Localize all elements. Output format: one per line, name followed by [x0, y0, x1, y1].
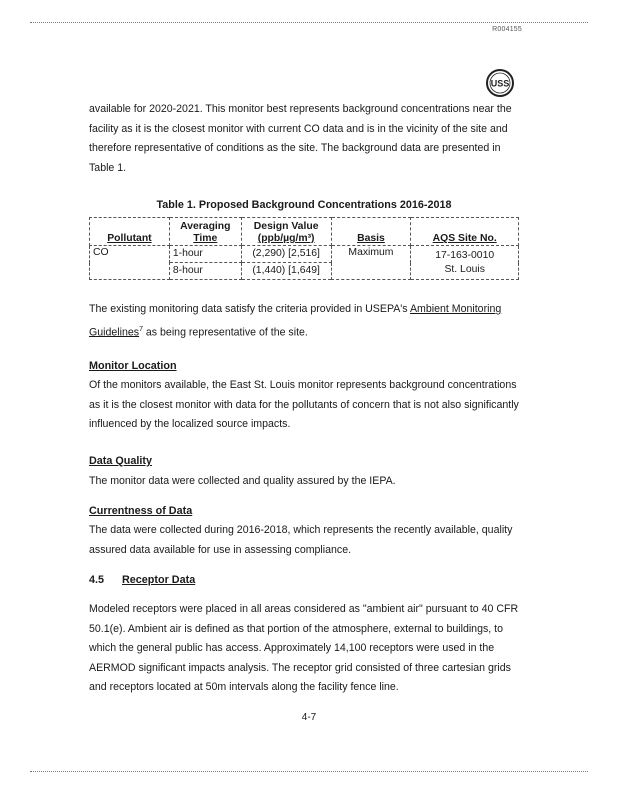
heading-monitor-location: Monitor Location	[89, 360, 177, 372]
paragraph-data-quality: The monitor data were collected and quality assured by the IEPA.	[89, 475, 396, 487]
table-title: Table 1. Proposed Background Concentrations 2016-2018	[156, 199, 452, 211]
header-aqs-site: AQS Site No.	[411, 218, 519, 246]
logo-text: USS	[490, 78, 510, 89]
footnote-marker: 7	[139, 325, 143, 333]
table-header-row	[90, 218, 519, 246]
uss-logo-icon	[485, 68, 515, 98]
top-scan-border	[30, 22, 588, 23]
heading-data-quality: Data Quality	[89, 455, 152, 467]
cell-pollutant: CO	[90, 246, 170, 280]
bottom-scan-border	[30, 771, 588, 772]
paragraph-monitoring-criteria: The existing monitoring data satisfy the criteria provided in USEPA's Ambient Monitoring Guidelines$^7$ as being representative of the site.	[89, 303, 502, 339]
cell-basis: Maximum	[331, 246, 411, 280]
header-design-value: Design Value (ppb/µg/m³)	[241, 218, 331, 246]
background-concentrations-table	[89, 217, 519, 280]
page-number: 4-7	[301, 712, 317, 723]
cell-site: 17-163-0010 St. Louis	[411, 246, 519, 280]
section-heading-receptor-data	[89, 574, 195, 586]
cell-averaging: 1-hour	[169, 246, 241, 263]
paragraph-background-intro: available for 2020-2021. This monitor best represents background concentrations near the facility as it is the closest monitor with current CO data and is in the vicinity of the site and therefore representative of conditions as the site. The background data are presented in Table 1.	[89, 103, 512, 174]
header-basis: Basis	[331, 218, 411, 246]
section-number: 4.5	[89, 574, 105, 586]
paragraph-currentness: The data were collected during 2016-2018, which represents the recently available, quality assured data available for use in assessing compliance.	[89, 524, 513, 556]
guidelines-reference: Ambient Monitoring Guidelines	[89, 303, 502, 339]
page-stamp: R004155	[492, 26, 522, 33]
header-averaging-time: Averaging Time	[169, 218, 241, 246]
cell-design-value: (1,440) [1,649]	[241, 263, 331, 280]
section-title: Receptor Data	[122, 574, 196, 586]
cell-design-value: (2,290) [2,516]	[241, 246, 331, 263]
paragraph-monitor-location: Of the monitors available, the East St. Louis monitor represents background concentrations as it is the closest monitor with data for the pollutants of concern that is not also significantly influenced by the localized source impacts.	[89, 379, 519, 430]
paragraph-receptor-data: Modeled receptors were placed in all areas considered as "ambient air" pursuant to 40 CFR 50.1(e). Ambient air is defined as that portion of the atmosphere, external to buildings, to which the general public has access. Approximately 14,100 receptors were used in the AERMOD significant impacts analysis. The receptor grid consisted of three cartesian grids and receptors located at 50m intervals along the facility fence line.	[89, 603, 519, 693]
table-row	[90, 246, 519, 263]
heading-currentness-of-data: Currentness of Data	[89, 505, 193, 517]
header-pollutant: Pollutant	[90, 218, 170, 246]
cell-averaging: 8-hour	[169, 263, 241, 280]
